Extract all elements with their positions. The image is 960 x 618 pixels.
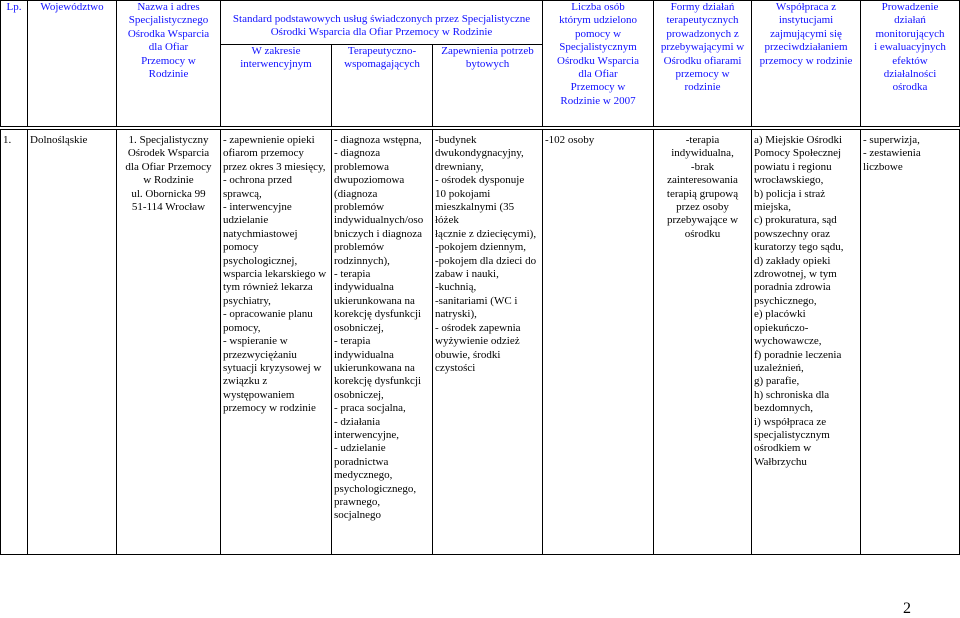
cell-lp: 1. <box>1 130 28 555</box>
data-row <box>1 130 960 555</box>
cell-wojewodztwo: Dolnośląskie <box>28 130 117 555</box>
header-center-name: Nazwa i adres Specjalistycznego Ośrodka Wsparcia dla Ofiar Przemocy w Rodzinie <box>117 1 221 127</box>
header-lp: Lp. <box>1 1 28 127</box>
header-wojewodztwo: Województwo <box>28 1 117 127</box>
header-cooperation: Współpraca z instytucjami zajmującymi się przeciwdziałaniem przemocy w rodzinie <box>752 1 861 127</box>
cell-therapeutic: - diagnoza wstępna, - diagnoza problemowa dwupoziomowa (diagnoza problemów indywidualnych/oso bniczych i diagnoza problemów rodzinnych), - terapia indywidualna ukierunkowana na korekcję dysfunkcji osobniczej, - terapia indywidualna ukierunkowana na korekcję dysfunkcji osobniczej, - praca socjalna, - działania interwencyjne, - udzielanie poradnictwa medycznego, psychologicznego, prawnego, socjalnego <box>332 130 433 555</box>
cell-people-count: -102 osoby <box>543 130 654 555</box>
cell-interventional: - zapewnienie opieki ofiarom przemocy przez okres 3 miesięcy, - ochrona przed sprawcą, - interwencyjne udzielanie natychmiastowej pomocy psychologicznej, wsparcia lekarskiego w tym również lekarza psychiatry, - opracowanie planu pomocy, - wspieranie w przezwyciężaniu sytuacji kryzysowej w związku z występowaniem przemocy w rodzinie <box>221 130 332 555</box>
header-standard: Standard podstawowych usług świadczonych przez Specjalistyczne Ośrodki Wsparcia dla Ofiar Przemocy w Rodzinie <box>221 1 543 45</box>
page-number: 2 <box>903 600 911 617</box>
header-row-top <box>1 1 960 45</box>
header-therapeutic: Terapeutyczno- wspomagających <box>332 45 433 127</box>
cell-cooperation: a) Miejskie Ośrodki Pomocy Społecznej powiatu i regionu wrocławskiego, b) policja i straż miejska, c) prokuratura, sąd powszechny oraz kuratorzy tego sądu, d) zakłady opieki zdrowotnej, w tym poradnia zdrowia psychicznego, e) placówki opiekuńczo- wychowawcze, f) poradnie leczenia uzależnień, g) parafie, h) schroniska dla bezdomnych, i) współpraca ze specjalistycznym ośrodkiem w Wałbrzychu <box>752 130 861 555</box>
header-therapy-forms: Formy działań terapeutycznych prowadzonych z przebywającymi w Ośrodku ofiarami przemocy w rodzinie <box>654 1 752 127</box>
header-living-needs: Zapewnienia potrzeb bytowych <box>433 45 543 127</box>
header-people-count: Liczba osób którym udzielono pomocy w Specjalistycznym Ośrodku Wsparcia dla Ofiar Przemocy w Rodzinie w 2007 <box>543 1 654 127</box>
cell-center-name: 1. Specjalistyczny Ośrodek Wsparcia dla Ofiar Przemocy w Rodzinie ul. Obornicka 99 51-114 Wrocław <box>117 130 221 555</box>
header-monitoring: Prowadzenie działań monitorujących i ewaluacyjnych efektów działalności ośrodka <box>861 1 960 127</box>
cell-living-needs: -budynek dwukondygnacyjny, drewniany, - ośrodek dysponuje 10 pokojami mieszkalnymi (35 łóżek łącznie z dziecięcymi), -pokojem dziennym, -pokojem dla dzieci do zabaw i nauki, -kuchnią, -sanitariami (WC i natryski), - ośrodek zapewnia wyżywienie odzież obuwie, środki czystości <box>433 130 543 555</box>
header-interventional: W zakresie interwencyjnym <box>221 45 332 127</box>
cell-therapy-forms: -terapia indywidualna, -brak zainteresowania terapią grupową przez osoby przebywające w ośrodku <box>654 130 752 555</box>
cell-monitoring: - superwizja, - zestawienia liczbowe <box>861 130 960 555</box>
